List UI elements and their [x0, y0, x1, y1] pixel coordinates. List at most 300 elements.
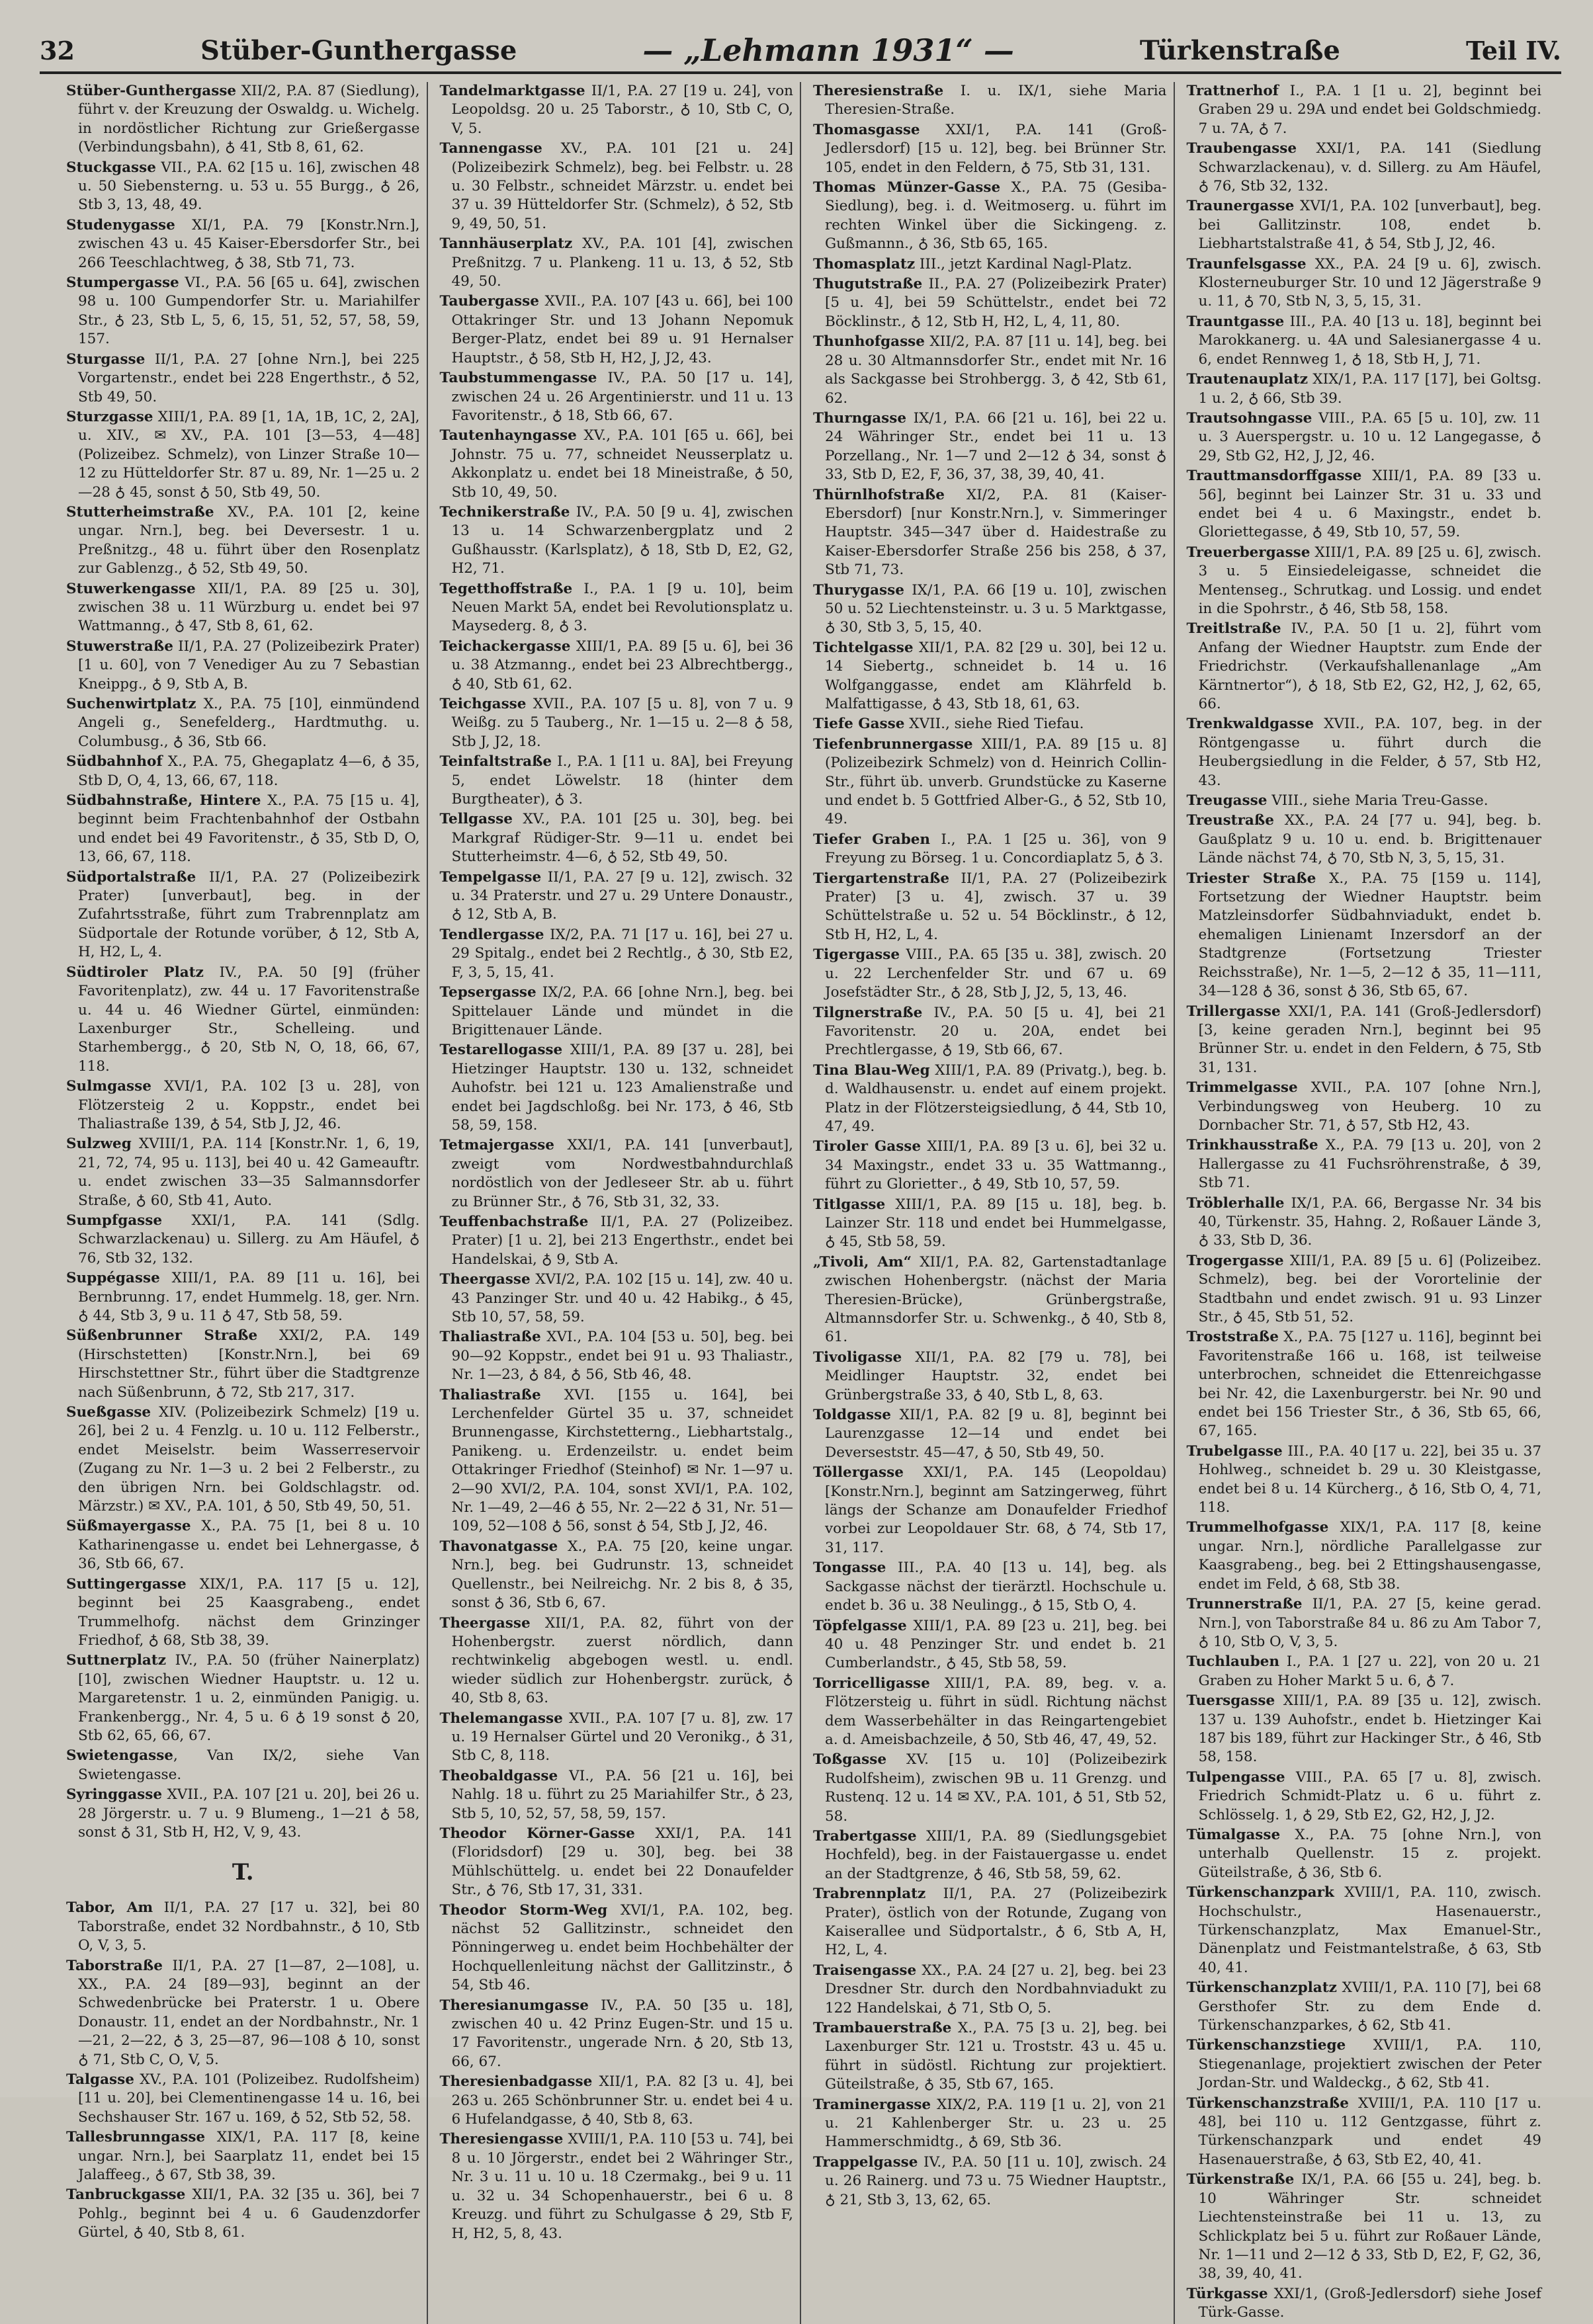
street-entry — [1187, 2095, 1542, 2170]
street-details: III., P.A. 40 [13 u. 14], beg. als Sackgasse nächst der tierärztl. Hochschule u. endet b. 36 u. 38 Neulingg., ♁ 15, Stb O, 4. — [825, 1559, 1167, 1614]
street-name: Syringgasse — [66, 1786, 163, 1804]
street-details: XII/1, P.A. 82 [3 u. 4], bei 263 u. 265 Schönbrunner Str. u. endet bei 4 u. 6 Hufelandgasse, ♁ 40, Stb 8, 63. — [451, 2073, 793, 2128]
street-details: I. u. IX/1, siehe Maria Theresien-Straße. — [825, 83, 1167, 118]
street-details: I., P.A. 1 [11 u. 8A], bei Freyung 5, endet Löwelstr. 18 (hinter dem Burgtheater), ♁ 3. — [451, 753, 793, 808]
street-details: XIII/1, P.A. 89 [23 u. 21], beg. bei 40 u. 48 Penzinger Str. und endet b. 21 Cumberlandstr., ♁ 45, Stb 58, 59. — [825, 1617, 1167, 1672]
street-entry — [1187, 811, 1542, 868]
street-details: XIX/2, P.A. 119 [1 u. 2], von 21 u. 21 Kahlenberger Str. u. 23 u. 25 Hammerschmidtg., ♁ 69, Stb 36. — [825, 2096, 1167, 2151]
street-details: II/1, P.A. 27 (Polizeibezirk Prater) [1 u. 60], von 7 Venediger Au zu 7 Sebastian Kneippg., ♁ 9, Stb A, B. — [78, 638, 420, 692]
street-name: Sueßgasse — [66, 1404, 151, 1421]
street-details: XXI/1, P.A. 141 (Sdlg. Schwarzlackenau) u. Sillerg. zu Am Häufel, ♁ 76, Stb 32, 132. — [78, 1212, 420, 1266]
street-name: Thomas Münzer-Gasse — [813, 179, 1001, 196]
street-name: Taubergasse — [439, 293, 539, 310]
street-entry — [1187, 1979, 1542, 2035]
street-name: Theobaldgasse — [439, 1767, 558, 1784]
street-details: X., P.A. 75 [15 u. 4], beginnt beim Frachtenbahnhof der Ostbahn und endet bei 49 Favoritenstr., ♁ 35, Stb D, O, 13, 66, 67, 118. — [78, 792, 420, 866]
street-details: XV., P.A. 101 [65 u. 66], bei Johnstr. 75 u. 77, schneidet Neusserplatz u. Akkonplatz u. endet bei 18 Mineistraße, ♁ 50, Stb 10, 49, 50. — [451, 427, 793, 501]
street-name: Theresienstraße — [813, 83, 944, 99]
street-name: Suppégasse — [66, 1270, 160, 1287]
street-entry — [1187, 197, 1542, 253]
street-name: Trappelgasse — [813, 2153, 918, 2171]
street-name: „Tivoli, Am“ — [813, 1253, 912, 1270]
street-name: Südtiroler Platz — [66, 964, 204, 981]
street-details: XIII/1, P.A. 89 [11 u. 16], bei Bernbrunng. 17, endet Hummelg. 18, ger. Nrn. ♁ 44, Stb 3, 9 u. 11 ♁ 47, Stb 58, 59. — [78, 1270, 420, 1324]
street-entry — [1187, 2285, 1542, 2323]
street-entry — [813, 2019, 1167, 2095]
street-name: Thavonatgasse — [439, 1538, 558, 1555]
street-entry — [66, 1575, 420, 1651]
street-name: Traisengasse — [813, 1962, 917, 1979]
street-name: Türkenschanzpark — [1186, 1884, 1334, 1901]
street-details: XIII/1, P.A. 89 (Siedlungsgebiet Hochfeld), beg. in der Faistauergasse u. endet an der Stadtgrenze, ♁ 46, Stb 58, 59, 62. — [825, 1827, 1167, 1882]
street-entry — [66, 1077, 420, 1134]
street-details: XX., P.A. 24 [77 u. 94], beg. b. Gaußplatz 9 u. 10 u. end. b. Brigittenauer Lände nächst 74, ♁ 70, Stb N, 3, 5, 15, 31. — [1198, 812, 1541, 867]
street-name: Tiefer Graben — [813, 831, 931, 848]
street-name: Trauntgasse — [1186, 313, 1285, 330]
street-entry — [66, 1651, 420, 1745]
street-entry — [66, 2071, 420, 2127]
street-name: Thelemangasse — [439, 1710, 563, 1727]
street-details: XII/1, P.A. 82, Gartenstadtanlage zwischen Hohenbergstr. (nächst der Maria Theresien-Brücke), Grünbergstraße, Altmannsdorfer Str. u. Schwenkg., ♁ 40, Stb 8, 61. — [825, 1253, 1167, 1346]
street-entry — [66, 503, 420, 579]
street-name: Tannhäuserplatz — [439, 235, 573, 253]
street-entry — [813, 1827, 1167, 1884]
street-name: Tanbruckgasse — [66, 2186, 186, 2204]
street-details: XX., P.A. 24 [9 u. 6], zwisch. Klosterneuburger Str. 10 und 12 Jägerstraße 9 u. 11, ♁ 70, Stb N, 3, 5, 15, 31. — [1198, 255, 1541, 310]
street-entry — [813, 121, 1167, 177]
street-entry — [66, 1899, 420, 1955]
street-details: II/1, P.A. 27 [5, keine gerad. Nrn.], von Taborstraße 84 u. 86 zu Am Tabor 7, ♁ 10, Stb O, V, 3, 5. — [1198, 1596, 1541, 1650]
street-details: XIX/1, P.A. 117 [17], bei Goltsg. 1 u. 2, ♁ 66, Stb 39. — [1198, 371, 1541, 407]
street-entry — [813, 831, 1167, 868]
street-name: Türkenschanzstiege — [1186, 2037, 1346, 2054]
street-entry — [440, 580, 794, 636]
street-entry — [813, 486, 1167, 580]
street-entry — [813, 255, 1167, 274]
street-entry — [440, 2073, 794, 2129]
street-details: IX/1, P.A. 66 [21 u. 16], bei 22 u. 24 Währinger Str., endet bei 11 u. 13 Porzellang., Nr. 1—7 und 2—12 ♁ 34, sonst ♁ 33, Stb D, E2, F, 36, 37, 38, 39, 40, 41. — [825, 409, 1167, 483]
street-details: XXI/1, P.A. 141 [unverbaut], zweigt vom Nordwestbahndurchlaß nordöstlich von der Jedleseer Str. ab u. führt zu Brünner Str., ♁ 76, Stb 31, 32, 33. — [451, 1137, 793, 1210]
street-entry — [813, 1885, 1167, 1960]
street-details: IX/1, P.A. 66 [19 u. 10], zwischen 50 u. 52 Liechtensteinstr. u. 3 u. 5 Marktgasse, ♁ 30, Stb 3, 5, 15, 40. — [825, 581, 1167, 636]
street-name: Suttnerplatz — [66, 1652, 166, 1669]
street-entry — [66, 964, 420, 1076]
street-details: IX/1, P.A. 66 [55 u. 24], beg. b. 10 Währinger Str. schneidet Liechtensteinstraße bei 11 u. 13, zu Schlickplatz bei 5 u. führt zur Roßauer Lände, Nr. 1—11 und 2—12 ♁ 33, Stb D, E2, F, G2, 36, 38, 39, 40, 41. — [1198, 2171, 1541, 2282]
street-details: VII., P.A. 62 [15 u. 16], zwischen 48 u. 50 Siebensterng. u. 53 u. 55 Burgg., ♁ 26, Stb 3, 13, 48, 49. — [78, 159, 420, 214]
street-name: Torricelligasse — [813, 1675, 930, 1692]
street-entry — [66, 1327, 420, 1402]
street-details: XI/1, P.A. 79 [Konstr.Nrn.], zwischen 43 u. 45 Kaiser-Ebersdorfer Str., bei 266 Teeschlachtweg, ♁ 38, Stb 71, 73. — [78, 216, 420, 271]
street-entry — [66, 1135, 420, 1210]
street-details: XXI/1, P.A. 141 (Groß-Jedlersdorf) [3, keine geraden Nrn.], beginnt bei 95 Brünner Str. u. endet in den Feldern, ♁ 75, Stb 31, 131. — [1198, 1003, 1541, 1076]
section-letter: T. — [232, 1859, 254, 1886]
street-entry — [1187, 1518, 1542, 1594]
street-details: XVI., P.A. 104 [53 u. 50], beg. bei 90—92 Koppstr., endet bei 91 u. 93 Thaliastr., Nr. 1—23, ♁ 84, ♁ 56, Stb 46, 48. — [451, 1329, 793, 1384]
street-details: XIII/1, P.A. 89 (Privatg.), beg. b. d. Waldhausenstr. u. endet auf einem projekt. Platz in der Flötzersteigsiedlung, ♁ 44, Stb 10, 47, 49. — [825, 1061, 1167, 1135]
street-details: XVIII/1, P.A. 114 [Konstr.Nr. 1, 6, 19, 21, 72, 74, 95 u. 113], bei 40 u. 42 Gameauftr. u. endet zwischen 33—35 Salmannsdorfer Straße, ♁ 60, Stb 41, Auto. — [78, 1136, 420, 1209]
street-entry — [813, 1004, 1167, 1060]
street-name: Tellgasse — [439, 811, 513, 828]
street-entry — [813, 1349, 1167, 1405]
street-details: XVI. [155 u. 164], bei Lerchenfelder Gürtel 35 u. 37, schneidet Brunnengasse, Kirchstetterng., Liebhartstalg., Panikeng. u. Erdenzeilstr. u. endet beim Ottakringer Friedhof (Steinhof) ✉ Nr. 1—97 u. 2—90 XVI/2, P.A. 104, sonst XVI/1, P.A. 102, Nr. 1—49, 2—46 ♁ 55, Nr. 2—22 ♁ 31, Nr. 51—109, 52—108 ♁ 56, sonst ♁ 54, Stb J, J2, 46. — [451, 1386, 793, 1535]
street-details: XVIII/1, P.A. 110 [7], bei 68 Gersthofer Str. zu dem Ende d. Türkenschanzparkes, ♁ 62, Stb 41. — [1198, 1979, 1541, 2034]
street-name: Tiefe Gasse — [813, 716, 905, 733]
street-name: Trummelhofgasse — [1186, 1519, 1329, 1536]
street-details: IV., P.A. 50 (früher Nainerplatz) [10], zwischen Wiedner Hauptstr. u. 12 u. Margaretenstr. 1 u. 2, einmünden Panigig. u. Frankenbergg., Nr. 4, 5 u. 6 ♁ 19 sonst ♁ 20, Stb 62, 65, 66, 67. — [78, 1652, 420, 1744]
street-name: Trattnerhof — [1186, 83, 1279, 99]
street-entry — [813, 946, 1167, 1002]
street-entry — [813, 715, 1167, 733]
street-details: XII/2, P.A. 87 [11 u. 14], beg. bei 28 u. 30 Altmannsdorfer Str., endet mit Nr. 16 als Sackgasse bei Strohbergg. 3, ♁ 42, Stb 61, 62. — [825, 333, 1167, 407]
street-details: II/1, P.A. 27 [17 u. 32], bei 80 Taborstraße, endet 32 Nordbahnstr., ♁ 10, Stb O, V, 3, 5. — [78, 1899, 420, 1954]
street-entry — [66, 216, 420, 272]
street-entry — [440, 2130, 794, 2243]
street-entry — [440, 369, 794, 425]
street-name: Theergasse — [439, 1271, 531, 1288]
street-entry — [813, 735, 1167, 829]
street-entry — [440, 1710, 794, 1766]
street-name: Stuckgasse — [66, 159, 156, 176]
street-details: XVI/1, P.A. 102, beg. nächst 52 Gallitzinstr., schneidet den Pönningerweg u. endet beim Hochbehälter der Hochquellenleitung nächst der Gallitzinstr., ♁ 54, Stb 46. — [451, 1901, 793, 1994]
street-name: Toßgasse — [813, 1751, 887, 1768]
street-entry — [813, 1406, 1167, 1462]
street-details: VI., P.A. 56 [21 u. 16], bei Nahlg. 18 u. führt zu 25 Mariahilfer Str., ♁ 23, Stb 5, 10, 52, 57, 58, 59, 157. — [451, 1767, 793, 1822]
street-details: VIII., P.A. 65 [35 u. 38], zwisch. 20 u. 22 Lerchenfelder Str. und 67 u. 69 Josefstädter Str., ♁ 28, Stb J, J2, 5, 13, 46. — [825, 946, 1167, 1001]
street-details: IV., P.A. 50 [35 u. 18], zwischen 40 u. 42 Prinz Eugen-Str. und 15 u. 17 Favoritenstr., ungerade Nrn. ♁ 20, Stb 13, 66, 67. — [451, 1997, 793, 2070]
street-name: Töpfelgasse — [813, 1617, 907, 1634]
street-entry — [813, 1253, 1167, 1347]
street-name: Tiroler Gasse — [813, 1138, 922, 1155]
street-details: X., P.A. 79 [13 u. 20], von 2 Hallergasse zu 41 Fuchsröhrenstraße, ♁ 39, Stb 71. — [1198, 1137, 1541, 1192]
street-details: XIII/1, P.A. 89 [3 u. 6], bei 32 u. 34 Maxingstr., endet 33 u. 35 Wattmanng., führt zu Gloriettег., ♁ 49, Stb 10, 57, 59. — [825, 1138, 1167, 1193]
street-entry — [440, 983, 794, 1040]
street-details: XII/1, P.A. 32 [35 u. 36], bei 7 Pohlg., beginnt bei 4 u. 6 Gaudenzdorfer Gürtel, ♁ 40, Stb 8, 61. — [78, 2186, 420, 2241]
column-3 — [813, 82, 1175, 2324]
street-details: X., P.A. 75 [3 u. 2], beg. bei Laxenburger Str. 121 u. Troststr. 43 u. 45 u. führt in südöstl. Richtung zur projektiert. Güteilstraße, ♁ 35, Stb 67, 165. — [825, 2020, 1167, 2093]
street-name: Südbahnstraße, Hintere — [66, 792, 261, 809]
street-details: IV., P.A. 50 [9 u. 4], zwischen 13 u. 14 Schwarzenbergplatz und 2 Gußhausstr. (Karlsplatz), ♁ 18, Stb D, E2, G2, H2, 71. — [451, 503, 793, 577]
street-name: Thurngasse — [813, 409, 907, 427]
street-entry — [813, 1559, 1167, 1615]
street-name: Trautenauplatz — [1186, 371, 1308, 388]
street-details: XIII/1, P.A. 89 [5 u. 6], bei 36 u. 38 Atzmanng., endet bei 23 Albrechtbergg., ♁ 40, Stb 61, 62. — [451, 638, 793, 692]
street-entry — [1187, 2171, 1542, 2283]
street-name: Trubelgasse — [1186, 1442, 1283, 1460]
street-name: Sturgasse — [66, 351, 146, 368]
street-details: XXI/1, P.A. 145 (Leopoldau) [Konstr.Nrn.], beginnt am Satzingerweg, führt längs der Schanze am Donaufelder Friedhof vorbei zur Leopoldauer Str. 68, ♁ 74, Stb 17, 31, 117. — [825, 1464, 1167, 1556]
street-entry — [440, 638, 794, 694]
column-1 — [66, 82, 428, 2324]
street-name: Taborstraße — [66, 1957, 163, 1974]
street-name: Trogergasse — [1186, 1252, 1284, 1269]
street-name: Stumpergasse — [66, 274, 179, 292]
street-name: Tuersgasse — [1186, 1692, 1275, 1710]
street-details: X., P.A. 75 [20, keine ungar. Nrn.], beg. bei Gudrunstr. 13, schneidet Quellenstr., bei Neilreichg. Nr. 2 bis 8, ♁ 35, sonst ♁ 36, Stb 6, 67. — [451, 1538, 793, 1612]
street-entry — [1187, 870, 1542, 1001]
street-details: X., P.A. 75 [159 u. 114], Fortsetzung der Wiedner Hauptstr. beim Matzleinsdorfer Südbahnviadukt, endet b. ehemaligen Linienamt Inzersdorf an der Stadtgrenze (Fortsetzung Triester Reichsstraße), Nr. 1—5, 2—12 ♁ 35, 11—111, 34—128 ♁ 36, sonst ♁ 36, Stb 65, 67. — [1198, 870, 1541, 1000]
street-entry — [1187, 715, 1542, 790]
street-entry — [1187, 1252, 1542, 1327]
street-name: Traubengasse — [1186, 140, 1297, 157]
street-entry — [440, 810, 794, 866]
street-details: XVII., siehe Ried Tiefau. — [904, 716, 1084, 733]
street-details: X., P.A. 75 [127 u. 116], beginnt bei Favoritenstraße 166 u. 168, ist teilweise unterbrochen, schneidet die Ettenreichgasse bei Nr. 42, die Laxenburgerstr. bei Nr. 90 und endet bei 156 Triester Str., ♁ 36, Stb 65, 66, 67, 165. — [1198, 1329, 1541, 1440]
street-entry — [1187, 620, 1542, 714]
street-name: Stüber-Gunthergasse — [66, 83, 237, 99]
street-entry — [1187, 792, 1542, 810]
street-entry — [440, 140, 794, 233]
header-center-title: — „Lehmann 1931“ — — [642, 32, 1014, 68]
street-name: Swietengasse — [66, 1747, 173, 1764]
street-entry — [1187, 467, 1542, 542]
street-details: II/1, P.A. 27 (Polizeibezirk Prater), östlich von der Rotunde, Zugang von Kaiserallee und Südportalstr., ♁ 6, Stb A, H, H2, L, 4. — [825, 1886, 1167, 1959]
street-name: Tümalgasse — [1186, 1826, 1281, 1843]
street-entry — [1187, 1079, 1542, 1135]
street-details: XXI/1, P.A. 141 (Floridsdorf) [29 u. 30], beg. bei 38 Mühlschüttelg. u. endet bei 22 Donaufelder Str., ♁ 76, Stb 17, 31, 331. — [451, 1825, 793, 1899]
street-details: XVII., P.A. 107, beg. in der Röntgengasse u. führt durch die Heubergsiedlung in die Felder, ♁ 57, Stb H2, 43. — [1198, 716, 1541, 789]
street-details: II/1, P.A. 27 (Polizeibez. Prater) [1 u. 2], bei 213 Engerthstr., endet bei Handelskai, ♁ 9, Stb A. — [451, 1213, 793, 1268]
street-entry — [66, 1403, 420, 1516]
street-name: Trimmelgasse — [1186, 1079, 1298, 1097]
street-name: Tuchlauben — [1186, 1653, 1279, 1671]
street-details: XIII/1, P.A. 89, beg. v. a. Flötzersteig u. führt in südl. Richtung nächst dem Wasserbehälter in das Reingartengebiet a. d. Ameisbachzeile, ♁ 50, Stb 46, 47, 49, 52. — [825, 1675, 1167, 1748]
street-details: I., P.A. 1 [1 u. 2], beginnt bei Graben 29 u. 29A und endet bei Goldschmiedg. 7 u. 7A, ♁ 7. — [1198, 83, 1541, 137]
street-name: Tröblerhalle — [1186, 1194, 1285, 1212]
street-entry — [1187, 1328, 1542, 1440]
street-entry — [440, 868, 794, 925]
street-entry — [813, 2096, 1167, 2152]
street-details: IX/2, P.A. 66 [ohne Nrn.], beg. bei Spittelauer Lände und mündet in die Brigittenauer Lände. — [451, 984, 793, 1038]
street-name: Tannengasse — [439, 140, 542, 157]
street-entry — [440, 1997, 794, 2072]
street-details: XV., P.A. 101 [2, keine ungar. Nrn.], beg. bei Deversestr. 1 u. Preßnitzg., 48 u. führt über den Rosenplatz zur Gablenzg., ♁ 52, Stb 49, 50. — [78, 503, 420, 577]
column-2 — [440, 82, 802, 2324]
street-name: Treugasse — [1186, 792, 1268, 809]
street-entry — [66, 159, 420, 215]
street-name: Theresiengasse — [439, 2131, 564, 2148]
street-entry — [1187, 1003, 1542, 1078]
street-entry — [66, 2186, 420, 2242]
street-name: Tiergartenstraße — [813, 870, 950, 887]
street-details: XXI/1, P.A. 141 (Groß-Jedlersdorf) [15 u. 12], beg. bei Brünner Str. 105, endet in den Feldern, ♁ 75, Stb 31, 131. — [825, 121, 1167, 176]
street-name: Trunnerstraße — [1186, 1596, 1303, 1613]
street-name: Sumpfgasse — [66, 1212, 163, 1229]
street-name: Treitlstraße — [1186, 620, 1281, 638]
street-name: Treuerbergasse — [1186, 544, 1311, 561]
street-details: I., P.A. 1 [27 u. 22], von 20 u. 21 Graben zu Hoher Markt 5 u. 6, ♁ 7. — [1198, 1653, 1541, 1689]
street-name: Thomasplatz — [813, 255, 916, 272]
street-entry — [1187, 1653, 1542, 1690]
street-entry — [440, 1614, 794, 1708]
street-details: XIX/1, P.A. 117 [8, keine ungar. Nrn.], bei Saarplatz 11, endet bei 15 Jalaffeeg., ♁ 67, Stb 38, 39. — [78, 2129, 420, 2184]
street-name: Trinkhausstraße — [1186, 1137, 1318, 1154]
street-name: Theodor Körner-Gasse — [439, 1825, 635, 1842]
street-entry — [440, 926, 794, 982]
street-entry — [813, 1138, 1167, 1194]
street-details: XII/1, P.A. 82 [9 u. 8], beginnt bei Laurenzgasse 12—14 und endet bei Deverseststr. 45—47, ♁ 50, Stb 49, 50. — [825, 1407, 1167, 1461]
street-name: Stuwerkengasse — [66, 580, 196, 597]
street-name: Tichtelgasse — [813, 639, 914, 656]
street-details: X., P.A. 75 [10], einmündend Angeli g., Senefelderg., Hardtmuthg. u. Columbusg., ♁ 36, Stb 66. — [78, 696, 420, 750]
street-name: Suchenwirtplatz — [66, 696, 196, 712]
street-entry — [440, 292, 794, 368]
street-details: XI/2, P.A. 81 (Kaiser-Ebersdorf) [nur Konstr.Nrn.], v. Simmeringer Hauptstr. 345—347 über d. Haidestraße zu Kaiser-Ebersdorfer Straße 256 bis 258, ♁ 37, Stb 71, 73. — [825, 486, 1167, 579]
street-name: Sturzgasse — [66, 408, 153, 425]
street-details: XII/2, P.A. 87 (Siedlung), führt v. der Kreuzung der Oswaldg. u. Wichelg. in nordöstlicher Richtung zur Grießergasse (Verbindungsbahn), ♁ 41, Stb 8, 61, 62. — [78, 83, 420, 156]
street-entry — [813, 870, 1167, 945]
street-details: XIII/1, P.A. 89 [37 u. 28], bei Hietzinger Hauptstr. 130 u. 132, schneidet Auhofstr. bei 121 u. 123 Amalienstraße und endet bei Jagdschloßg. bei Nr. 173, ♁ 46, Stb 58, 59, 158. — [451, 1042, 793, 1134]
street-name: Tempelgasse — [439, 868, 542, 886]
street-details: XIII/1, P.A. 89 [15 u. 18], beg. b. Lainzer Str. 118 und endet bei Hummelgasse, ♁ 45, Stb 58, 59. — [825, 1196, 1167, 1251]
street-entry — [1187, 1692, 1542, 1767]
street-name: Tilgnerstraße — [813, 1004, 923, 1021]
street-name: Traunergasse — [1186, 198, 1295, 215]
street-details: VIII., siehe Maria Treu-Gasse. — [1267, 792, 1488, 809]
street-name: Tetmajergasse — [439, 1137, 554, 1154]
street-entry — [1187, 313, 1542, 369]
street-details: XVII., P.A. 107 [7 u. 8], zw. 17 u. 19 Hernalser Gürtel und 20 Veronikg., ♁ 31, Stb C, 8, 118. — [451, 1710, 793, 1764]
street-name: Töllergasse — [813, 1464, 904, 1481]
street-entry — [66, 1786, 420, 1842]
street-name: Testarellogasse — [439, 1042, 563, 1059]
page-header — [40, 29, 1561, 74]
street-details: II/1, P.A. 27 (Polizeibezirk Prater) [3 u. 4], zwisch. 37 u. 39 Schüttelstraße u. 52 u. 54 Böcklinstr., ♁ 12, Stb H, H2, L, 4. — [825, 870, 1167, 943]
street-entry — [1187, 82, 1542, 138]
street-name: Trautsohngasse — [1186, 409, 1313, 427]
street-name: Türkenstraße — [1186, 2171, 1295, 2188]
street-name: Talgasse — [66, 2071, 134, 2089]
street-name: Tendlergasse — [439, 926, 544, 943]
street-name: Titlgasse — [813, 1196, 886, 1213]
street-entry — [66, 274, 420, 349]
street-details: X., P.A. 75 (Gesiba-Siedlung), beg. i. d. Weitmoserg. u. führt im rechten Winkel über die Sickingeng. z. Gußmannn., ♁ 36, Stb 65, 165. — [825, 179, 1167, 253]
street-name: Trambauerstraße — [813, 2020, 952, 2037]
street-details: II., P.A. 27 (Polizeibezirk Prater) [5 u. 4], bei 59 Schüttelstr., endet bei 72 Böcklinstr., ♁ 12, Stb H, H2, L, 4, 11, 80. — [825, 276, 1167, 330]
street-details: IX/1, P.A. 66, Bergasse Nr. 34 bis 40, Türkenstr. 35, Hahng. 2, Roßauer Lände 3, ♁ 33, Stb D, 36. — [1198, 1194, 1541, 1249]
street-entry — [440, 1041, 794, 1135]
street-name: Theresianumgasse — [439, 1997, 589, 2014]
page-number: 32 — [40, 35, 75, 65]
street-details: XV., P.A. 101 [25 u. 30], beg. bei Markgraf Rüdiger-Str. 9—11 u. endet bei Stutterheimstr. 4—6, ♁ 52, Stb 49, 50. — [451, 811, 793, 866]
street-name: Theodor Storm-Weg — [439, 1901, 608, 1919]
street-details: XXI/2, P.A. 149 (Hirschstetten) [Konstr.Nrn.], bei 69 Hirschstettner Str., führt über die Stadtgrenze nach Süßenbrunn, ♁ 72, Stb 217, 317. — [78, 1327, 420, 1401]
street-details: XII/1, P.A. 89 [25 u. 30], zwischen 38 u. 11 Würzburg u. endet bei 97 Wattmanng., ♁ 47, Stb 8, 61, 62. — [78, 580, 420, 635]
street-name: Thaliastraße — [439, 1386, 541, 1403]
street-name: Treustraße — [1186, 812, 1274, 829]
street-entry — [1187, 1595, 1542, 1651]
street-name: Trillergasse — [1186, 1003, 1281, 1020]
street-entry — [1187, 255, 1542, 311]
street-entry — [813, 1751, 1167, 1826]
street-details: I., P.A. 1 [9 u. 10], beim Neuen Markt 5A, endet bei Revolutionsplatz u. Maysederg. 8, ♁ 3. — [451, 580, 793, 635]
street-entry — [813, 1675, 1167, 1750]
street-entry — [66, 408, 420, 502]
street-details: XII/1, P.A. 82 [29 u. 30], bei 12 u. 14 Siebertg., schneidet b. 14 u. 16 Wolfganggasse, endet am Klährfeld b. Malfattigasse, ♁ 43, Stb 18, 61, 63. — [825, 639, 1167, 712]
street-details: II/1, P.A. 27 (Polizeibezirk Prater) [unverbaut], beg. in der Zufahrtsstraße, führt zum Trabrennplatz am Südportale der Rotunde vorüber, ♁ 12, Stb A, H, H2, L, 4. — [78, 868, 420, 961]
street-details: I., P.A. 1 [25 u. 36], von 9 Freyung zu Börseg. 1 u. Concordiaplatz 5, ♁ 3. — [825, 831, 1167, 867]
street-details: XII/1, P.A. 82 [79 u. 78], bei Meidlinger Hauptstr. 32, endet bei Grünbergstraße 33, ♁ 40, Stb L, 8, 63. — [825, 1349, 1167, 1403]
street-entry — [813, 1061, 1167, 1137]
street-entry — [440, 235, 794, 291]
street-name: Süßenbrunner Straße — [66, 1327, 258, 1345]
street-name: Sulmgasse — [66, 1078, 151, 1095]
street-details: XIII/1, P.A. 89 [1, 1A, 1B, 1C, 2, 2A], u. XIV., ✉ XV., P.A. 101 [3—53, 4—48] (Polizeibez. Schmelz), von Linzer Straße 10—12 zu Hütteldorfer Str. 87 u. 89, Nr. 1—25 u. 2—28 ♁ 45, sonst ♁ 50, Stb 49, 50. — [78, 408, 420, 501]
street-name: Teinfaltstraße — [439, 753, 552, 770]
street-entry — [440, 1538, 794, 1613]
street-details: XII/1, P.A. 82, führt von der Hohenbergstr. zuerst nördlich, dann rechtwinkelig abgebogen westl. u. endl. wieder südlich zur Hohenbergstr. zurück, ♁ 40, Stb 8, 63. — [451, 1614, 793, 1707]
street-details: XIII/1, P.A. 89 [25 u. 6], zwisch. 3 u. 5 Einsiedeleigasse, schneidet die Mentenseg., Schrutkag. und Lossig. und endet in die Spohrstr., ♁ 46, Stb 58, 158. — [1198, 544, 1541, 617]
street-details: IV., P.A. 50 [17 u. 14], zwischen 24 u. 26 Argentinierstr. und 11 u. 13 Favoritenstr., ♁ 18, Stb 66, 67. — [451, 370, 793, 424]
street-entry — [440, 427, 794, 502]
street-details: XV. [15 u. 10] (Polizeibezirk Rudolfsheim), zwischen 9B u. 11 Grenzg. und Rustenq. 12 u. 14 ✉ XV., P.A. 101, ♁ 51, Stb 52, 58. — [825, 1751, 1167, 1825]
street-name: Thurygasse — [813, 581, 904, 599]
street-details: XVIII/1, P.A. 110, zwisch. Hochschulstr., Hasenauerstr., Türkenschanzplatz, Max Emanuel-Str., Dänenplatz und Feistmantelstraße, ♁ 63, Stb 40, 41. — [1198, 1884, 1541, 1976]
street-name: Tegetthoffstraße — [439, 580, 573, 597]
street-name: Thürnlhofstraße — [813, 486, 945, 503]
street-name: Triester Straße — [1186, 870, 1316, 887]
street-name: Toldgasse — [813, 1407, 891, 1424]
street-details: XV., P.A. 101 [21 u. 24] (Polizeibezirk Schmelz), beg. bei Felbstr. u. 28 u. 30 Felbstr., schneidet Märzstr. u. endet bei 37 u. 39 Hütteldorfer Str. (Schmelz), ♁ 52, Stb 9, 49, 50, 51. — [451, 140, 793, 232]
street-name: Thomasgasse — [813, 121, 920, 138]
street-details: XIX/1, P.A. 117 [5 u. 12], beginnt bei 25 Kaasgrabeng., endet Trummelhofg. nächst dem Grinzinger Friedhof, ♁ 68, Stb 38, 39. — [78, 1575, 420, 1649]
street-details: III., jetzt Kardinal Nagl-Platz. — [915, 255, 1133, 272]
street-entry — [440, 1213, 794, 1269]
street-entry — [813, 581, 1167, 638]
street-details: XIII/1, P.A. 89 [33 u. 56], beginnt bei Lainzer Str. 31 u. 33 und endet bei 4 u. 6 Maxingstr., endet b. Gloriettegasse, ♁ 49, Stb 10, 57, 59. — [1198, 468, 1541, 541]
street-entry — [440, 1386, 794, 1536]
street-entry — [66, 1269, 420, 1325]
street-name: Studenygasse — [66, 216, 175, 233]
street-entry — [440, 1767, 794, 1823]
street-entry — [1187, 140, 1542, 196]
street-name: Sulzweg — [66, 1136, 132, 1153]
street-details: X., P.A. 75 [ohne Nrn.], von unterhalb Quellenstr. 15 z. projekt. Güteilstraße, ♁ 36, Stb 6. — [1198, 1826, 1541, 1881]
street-name: Tepsergasse — [439, 984, 537, 1001]
street-entry — [66, 638, 420, 694]
street-entry — [813, 1464, 1167, 1557]
street-details: X., P.A. 75 [1, bei 8 u. 10 Katharinengasse u. endet bei Lehnergasse, ♁ 36, Stb 66, 67. — [78, 1518, 420, 1573]
street-details: VIII., P.A. 65 [7 u. 8], zwisch. Friedrich Schmidt-Platz u. 6 u. führt z. Schlösselg. 1, ♁ 29, Stb E2, G2, H2, J, J2. — [1198, 1768, 1541, 1823]
street-details: II/1, P.A. 27 [9 u. 12], zwisch. 32 u. 34 Praterstr. und 27 u. 29 Untere Donaustr., ♁ 12, Stb A, B. — [451, 868, 793, 923]
street-entry — [66, 868, 420, 962]
street-entry — [440, 503, 794, 579]
street-details: VIII., P.A. 65 [5 u. 10], zw. 11 u. 3 Auerspergstr. u. 10 u. 12 Langegasse, ♁ 29, Stb G2, H2, J, J2, 46. — [1198, 409, 1541, 464]
street-details: XIII/1, P.A. 89 [15 u. 8] (Polizeibezirk Schmelz) von d. Heinrich Collin-Str., führt üb. unverb. Grundstücke zu Kaserne und endet b. 5 Gottfried Alber-G., ♁ 52, Stb 10, 49. — [825, 735, 1167, 828]
street-entry — [813, 1196, 1167, 1252]
street-entry — [813, 1962, 1167, 2018]
street-details: XVI/1, P.A. 102 [3 u. 28], von Flötzersteig 2 u. Koppstr., endet bei Thaliastraße 139, ♁ 54, Stb J, J2, 46. — [78, 1078, 420, 1132]
street-details: XX., P.A. 24 [27 u. 2], beg. bei 23 Dresdner Str. durch den Nordbahnviadukt zu 122 Handelskai, ♁ 71, Stb O, 5. — [825, 1962, 1167, 2016]
street-entry — [813, 82, 1167, 120]
street-entry — [1187, 1136, 1542, 1192]
street-entry — [1187, 1884, 1542, 1977]
header-part-label: Teil IV. — [1465, 35, 1561, 65]
street-name: Südbahnhof — [66, 753, 163, 770]
street-entry — [66, 753, 420, 790]
street-name: Traminergasse — [813, 2096, 931, 2113]
street-details: VI., P.A. 56 [65 u. 64], zwischen 98 u. 100 Gumpendorfer Str. u. Mariahilfer Str., ♁ 23, Stb L, 5, 6, 15, 51, 52, 57, 58, 59, 157. — [78, 274, 420, 348]
street-entry — [813, 275, 1167, 331]
street-name: Theresienbadgasse — [439, 2073, 593, 2091]
street-name: Türkenschanzplatz — [1186, 1979, 1337, 1997]
street-details: XXI/1, P.A. 141 (Siedlung Schwarzlackenau), v. d. Sillerg. zu Am Häufel, ♁ 76, Stb 32, 132. — [1198, 140, 1541, 195]
street-name: Tivoligasse — [813, 1349, 902, 1366]
street-name: Thugutstraße — [813, 276, 923, 293]
street-entry — [813, 333, 1167, 408]
street-name: Theergasse — [439, 1614, 531, 1632]
street-details: XIII/1, P.A. 89 [5 u. 6] (Polizeibez. Schmelz), beg. bei der Vorortelinie der Stadtbahn und endet zwisch. 91 u. 93 Linzer Str., ♁ 45, Stb 51, 52. — [1198, 1252, 1541, 1325]
street-name: Tongasse — [813, 1559, 886, 1577]
